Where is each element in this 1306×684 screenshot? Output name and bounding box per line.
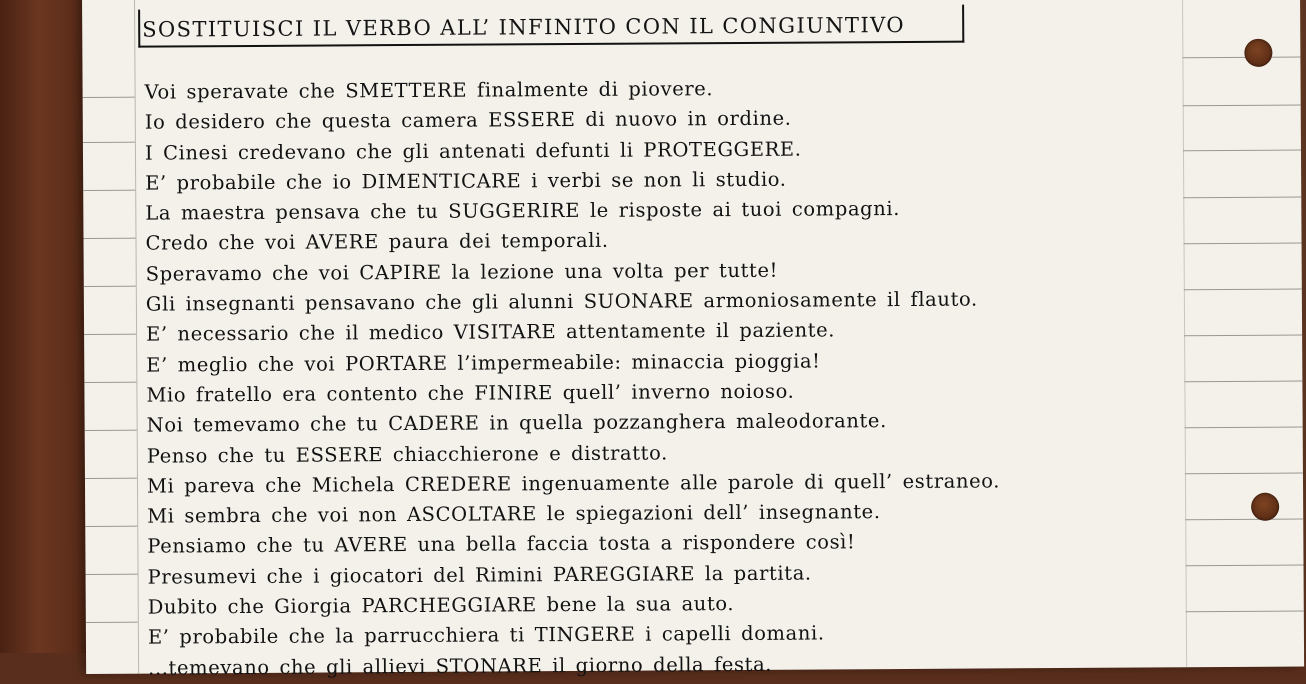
right-margin	[1182, 0, 1305, 667]
sentence-14: Mi pareva che Michela CREDERE ingenuamente alle parole di quell’ estraneo.	[146, 469, 1001, 498]
punch-hole	[1251, 493, 1279, 521]
worksheet-title: SOSTITUISCI IL VERBO ALL’ INFINITO CON IL CONGIUNTIVO	[142, 12, 905, 42]
sentence-12: Noi temevamo che tu CADERE in quella pozzanghera maleodorante.	[146, 409, 887, 437]
sentence-13: Penso che tu ESSERE chiacchierone e distratto.	[146, 440, 668, 468]
sentence-3: I Cinesi credevano che gli antenati defunti li PROTEGGERE.	[144, 137, 802, 165]
sentence-20: ...temevano che gli allievi STONARE il giorno della festa.	[148, 652, 773, 680]
sentence-17: Presumevi che i giocatori del Rimini PAREGGIARE la partita.	[147, 561, 812, 589]
sentence-1: Voi speravate che SMETTERE finalmente di piovere.	[144, 77, 714, 104]
sentence-8: Gli insegnanti pensavano che gli alunni SUONARE armoniosamente il flauto.	[145, 287, 978, 316]
sentence-4: E’ probabile che io DIMENTICARE i verbi se non li studio.	[145, 167, 787, 195]
punch-hole	[1244, 39, 1272, 67]
sentence-list	[145, 72, 1002, 683]
worksheet-paper	[82, 0, 1304, 680]
sentence-15: Mi sembra che voi non ASCOLTARE le spiegazioni dell’ insegnante.	[147, 500, 881, 528]
sentence-5: La maestra pensava che tu SUGGERIRE le risposte ai tuoi compagni.	[145, 197, 901, 225]
sentence-9: E’ necessario che il medico VISITARE attentamente il paziente.	[146, 318, 836, 346]
sentence-2: Io desidero che questa camera ESSERE di nuovo in ordine.	[144, 106, 792, 134]
sentence-7: Speravamo che voi CAPIRE la lezione una volta per tutte!	[145, 258, 779, 286]
sentence-6: Credo che voi AVERE paura dei temporali.	[145, 229, 609, 256]
sentence-16: Pensiamo che tu AVERE una bella faccia tosta a rispondere così!	[147, 530, 856, 559]
sentence-11: Mio fratello era contento che FINIRE quell’ inverno noioso.	[146, 379, 795, 407]
sentence-18: Dubito che Giorgia PARCHEGGIARE bene la sua auto.	[147, 592, 735, 619]
sentence-10: E’ meglio che voi PORTARE l’impermeabile: minaccia pioggia!	[146, 349, 821, 377]
sentence-19: E’ probabile che la parrucchiera ti TINGERE i capelli domani.	[147, 621, 825, 649]
